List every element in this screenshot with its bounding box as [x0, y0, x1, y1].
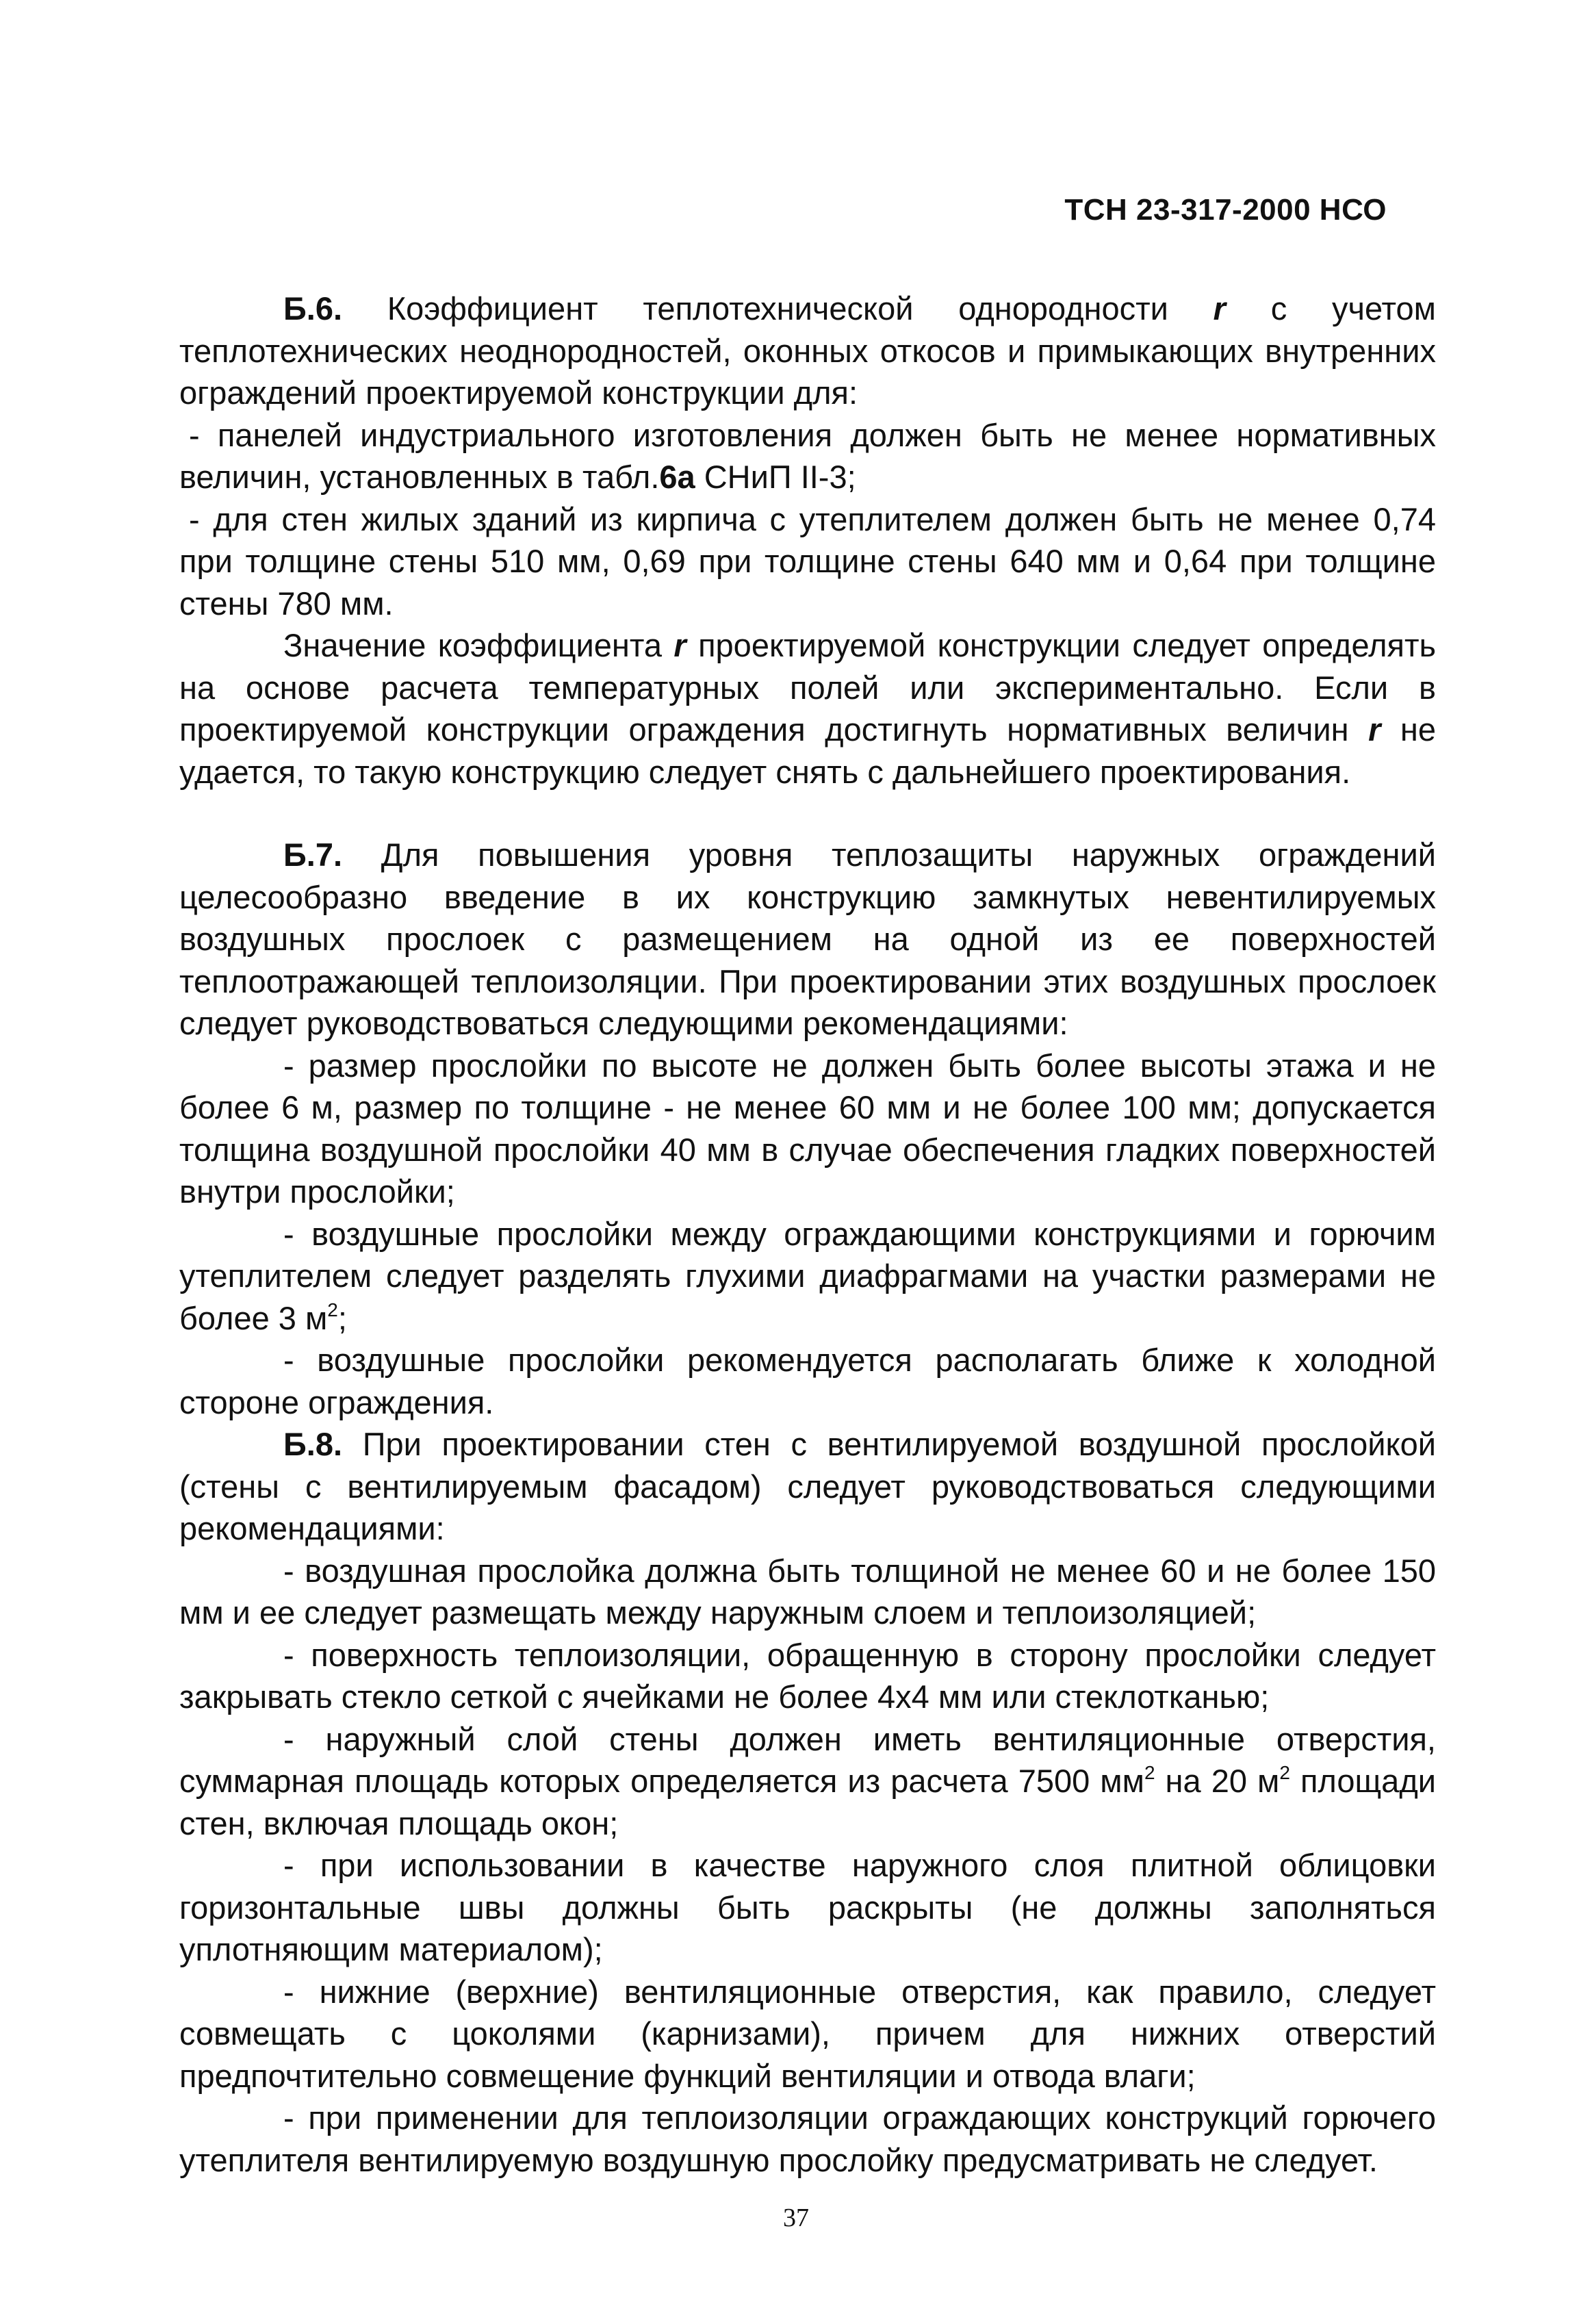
list-item-text: - панелей индустриального изготовления должен быть не менее нормативных величин, установленных в табл.	[179, 416, 1436, 495]
table-ref: 6а	[659, 459, 695, 495]
section-b6-paragraph	[179, 288, 1436, 414]
section-number: Б.6.	[283, 290, 343, 327]
list-item: - для стен жилых зданий из кирпича с утеплителем должен быть не менее 0,74 при толщине стены 510 мм, 0,69 при толщине стены 640 мм и 0,64 при толщине стены 780 мм.	[179, 500, 1436, 622]
list-item	[179, 1718, 1436, 1845]
paragraph-text: проектируемой конструкции следует определять на основе расчета температурных полей или экспериментально. Если в проектируемой конструкции ограждения достигнуть нормативных величин	[179, 627, 1436, 748]
list-item-text: СНиП II-3;	[695, 459, 856, 495]
variable-r: r	[673, 627, 686, 663]
variable-r: r	[1213, 290, 1226, 327]
paragraph-text: не удается, то такую конструкцию следует снять с дальнейшего проектирования.	[179, 711, 1437, 790]
section-b7-paragraph	[179, 834, 1436, 1045]
page-number: 37	[783, 2204, 809, 2232]
list-item: - размер прослойки по высоте не должен быть более высоты этажа и не более 6 м, размер по толщине - не менее 60 мм и не более 100 мм; допускается толщина воздушной прослойки 40 мм в случае обеспечения гладких поверхностей внутри прослойки;	[179, 1047, 1436, 1210]
list-item-text: - воздушные прослойки между ограждающими конструкциями и горючим утеплителем следует разделять глухими диафрагмами на участки размерами не более 3 м	[179, 1215, 1436, 1336]
list-item: - при использовании в качестве наружного слоя плитной облицовки горизонтальные швы должны быть раскрыты (не должны заполняться уплотняющим материалом);	[179, 1847, 1436, 1967]
paragraph-text: Для повышения уровня теплозащиты наружных ограждений целесообразно введение в их конструкцию замкнутых невентилируемых воздушных прослоек с размещением на одной из ее поверхностей теплоотражающей теплоизоляции. При проектировании этих воздушных прослоек следует руководствоваться следующими рекомендациями:	[179, 837, 1436, 1041]
section-number: Б.7.	[283, 837, 343, 873]
list-item: - при применении для теплоизоляции ограждающих конструкций горючего утеплителя вентилируемую воздушную прослойку предусматривать не следует.	[179, 2099, 1436, 2178]
superscript: 2	[327, 1299, 338, 1320]
paragraph	[179, 624, 1436, 793]
list-item-text: площади стен, включая площадь окон;	[179, 1763, 1436, 1841]
list-item	[179, 1213, 1436, 1340]
list-item: - нижние (верхние) вентиляционные отверстия, как правило, следует совмещать с цоколями (карнизами), причем для нижних отверстий предпочтительно совмещение функций вентиляции и отвода влаги;	[179, 1973, 1436, 2094]
superscript: 2	[1279, 1762, 1290, 1783]
list-item-text: - наружный слой стены должен иметь вентиляционные отверстия, суммарная площадь которых определяется из расчета 7500 мм	[179, 1720, 1436, 1799]
list-item: - воздушные прослойки рекомендуется располагать ближе к холодной стороне ограждения.	[179, 1342, 1436, 1420]
paragraph-text: с учетом теплотехнических неоднородностей, оконных откосов и примыкающих внутренних ограждений проектируемой конструкции для:	[179, 290, 1436, 411]
list-item-text: ;	[337, 1299, 347, 1336]
superscript: 2	[1144, 1762, 1155, 1783]
document-body	[179, 288, 1436, 2181]
list-item	[179, 414, 1436, 498]
section-number: Б.8.	[283, 1426, 343, 1462]
section-b8-paragraph	[179, 1423, 1436, 1550]
list-item-text: на 20 м	[1155, 1763, 1280, 1799]
paragraph-text: Коэффициент теплотехнической однородности	[342, 290, 1214, 327]
list-item: - воздушная прослойка должна быть толщиной не менее 60 и не более 150 мм и ее следует размещать между наружным слоем и теплоизоляцией;	[179, 1552, 1436, 1631]
document-code-header: ТСН 23-317-2000 НСО	[1064, 193, 1387, 227]
paragraph-text: При проектировании стен с вентилируемой воздушной прослойкой (стены с вентилируемым фасадом) следует руководствоваться следующими рекомендациями:	[179, 1426, 1436, 1546]
paragraph-text: Значение коэффициента	[283, 627, 674, 663]
variable-r: r	[1368, 711, 1381, 748]
list-item: - поверхность теплоизоляции, обращенную в сторону прослойки следует закрывать стекло сеткой с ячейками не более 4х4 мм или стеклотканью;	[179, 1636, 1436, 1715]
